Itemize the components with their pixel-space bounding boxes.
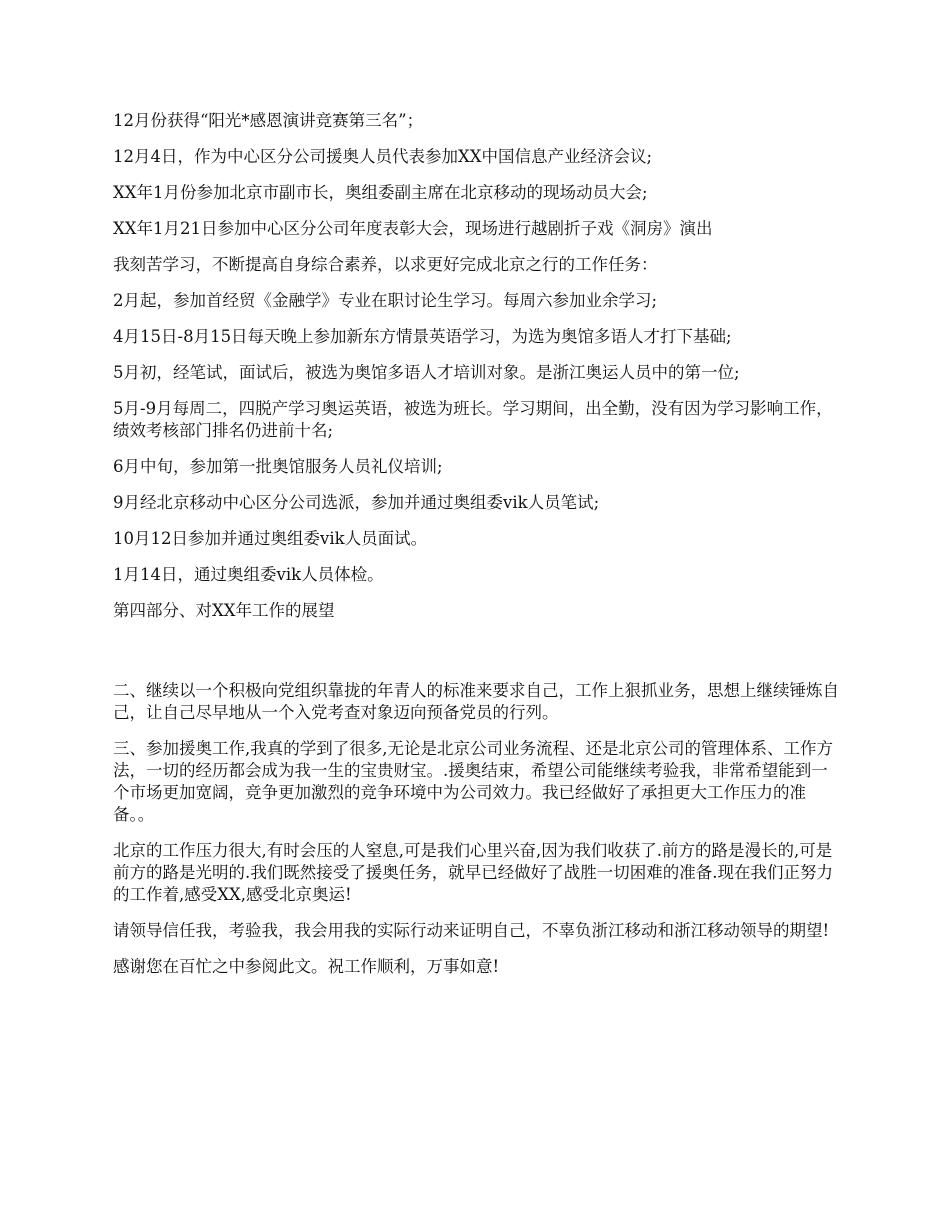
line-study-intro: 我刻苦学习，不断提高自身综合素养，以求更好完成北京之行的工作任务： xyxy=(113,255,658,274)
line-vik-physical: 1月14日，通过奥组委vik人员体检。 xyxy=(113,565,384,584)
document-page xyxy=(113,110,843,992)
line-vik-written-test: 9月经北京移动中心区分公司选派，参加并通过奥组委vik人员笔试; xyxy=(113,493,600,512)
section-heading-part4: 第四部分、对XX年工作的展望 xyxy=(113,601,335,620)
blank-gap xyxy=(113,636,843,680)
paragraph-trust-request: 请领导信任我，考验我，我会用我的实际行动来证明自己，不辜负浙江移动和浙江移动领导的期望! xyxy=(113,921,830,940)
line-olympic-english: 5月-9月每周二，四脱产学习奥运英语，被选为班长。学习期间，出全勤，没有因为学习影响工作，绩效考核部门排名仍进前十名; xyxy=(113,399,833,440)
paragraph-closing: 感谢您在百忙之中参阅此文。祝工作顺利，万事如意! xyxy=(113,957,500,976)
paragraph-beijing-pressure: 北京的工作压力很大,有时会压的人窒息,可是我们心里兴奋,因为我们收获了.前方的路是漫长的,可是前方的路是光明的.我们既然接受了援奥任务，就早已经做好了战胜一切困难的准备.现在我们正努力的工作着,感受XX,感受北京奥运! xyxy=(113,841,833,904)
line-award-speech: 12月份获得“阳光*感恩演讲竞赛第三名”； xyxy=(113,111,424,130)
line-vik-interview: 10月12日参加并通过奥组委vik人员面试。 xyxy=(113,529,428,548)
line-jan-mobilization: XX年1月份参加北京市副市长，奥组委副主席在北京移动的现场动员大会; xyxy=(113,183,648,202)
line-feb-study: 2月起，参加首经贸《金融学》专业在职讨论生学习。每周六参加业余学习; xyxy=(113,291,658,310)
line-english-study: 4月15日-8月15日每天晚上参加新东方情景英语学习，为选为奥馆多语人才打下基础; xyxy=(113,327,732,346)
paragraph-party-goal: 二、继续以一个积极向党组织靠拢的年青人的标准来要求自己，工作上狠抓业务，思想上继续锤炼自己，让自己尽早地从一个入党考查对象迈向预备党员的行列。 xyxy=(113,681,839,722)
line-jan21-awards: XX年1月21日参加中心区分公司年度表彰大会，现场进行越剧折子戏《洞房》演出 xyxy=(113,219,713,238)
line-dec4-conference: 12月4日，作为中心区分公司援奥人员代表参加XX中国信息产业经济会议; xyxy=(113,147,653,166)
line-may-selection: 5月初，经笔试，面试后，被选为奥馆多语人才培训对象。是浙江奥运人员中的第一位; xyxy=(113,363,740,382)
paragraph-olympic-learning: 三、参加援奥工作,我真的学到了很多,无论是北京公司业务流程、还是北京公司的管理体系、工作方法，一切的经历都会成为我一生的宝贵财宝。.援奥结束，希望公司能继续考验我，非常希望能到一个市场更加宽阔，竞争更加激烈的竞争环境中为公司效力。我已经做好了承担更大工作压力的准备。。 xyxy=(113,739,833,824)
line-etiquette-training: 6月中旬，参加第一批奥馆服务人员礼仪培训; xyxy=(113,457,443,476)
